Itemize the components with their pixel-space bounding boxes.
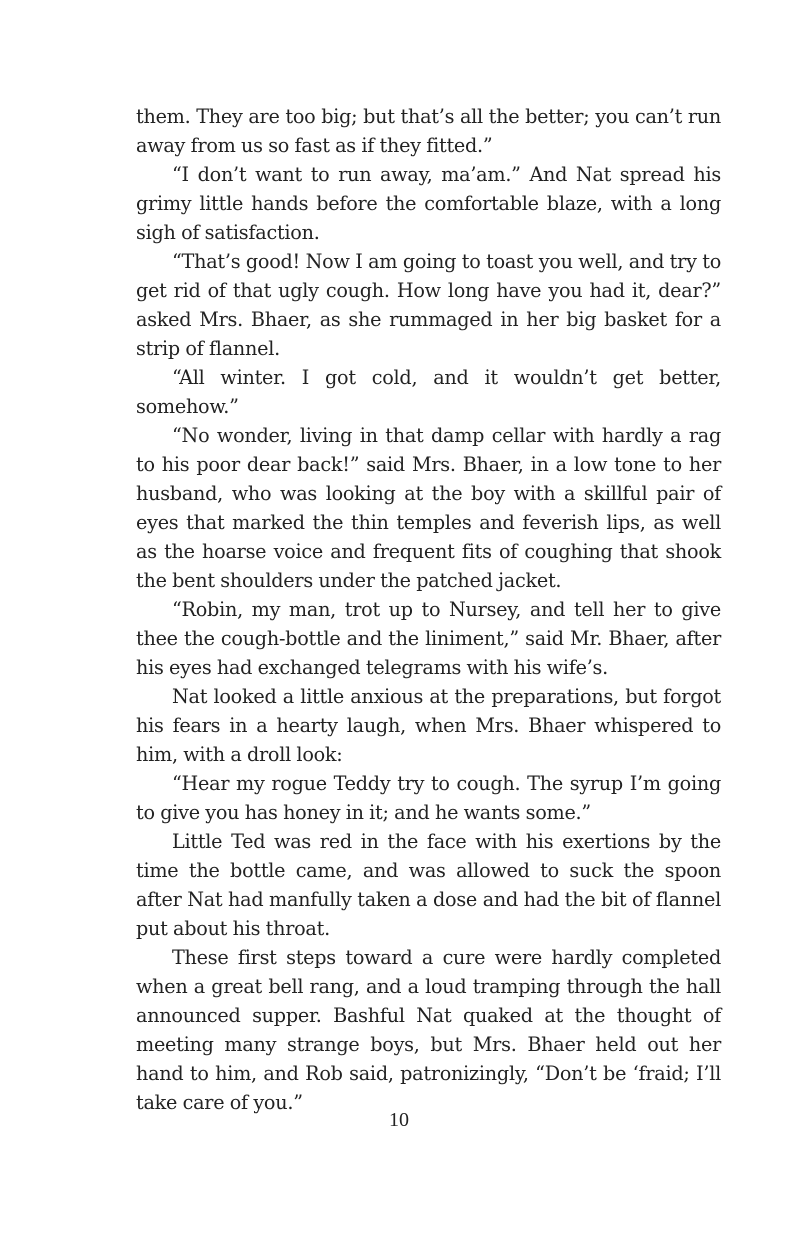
paragraph: “No wonder, living in that damp cellar with hardly a rag to his poor dear back!” said Mrs. Bhaer, in a low tone to her husband, who was looking at the boy with a skillful pair of eyes that marked the thin temples and feverish lips, as well as the hoarse voice and frequent fits of coughing that shook the bent shoulders under the patched jacket. (136, 424, 721, 592)
paragraph: Little Ted was red in the face with his exertions by the time the bottle came, and was allowed to suck the spoon after Nat had manfully taken a dose and had the bit of flannel put about his throat. (136, 830, 721, 940)
paragraph: “That’s good! Now I am going to toast you well, and try to get rid of that ugly cough. How long have you had it, dear?” asked Mrs. Bhaer, as she rummaged in her big basket for a strip of flannel. (136, 250, 721, 360)
book-page (136, 102, 721, 1117)
paragraph: “All winter. I got cold, and it wouldn’t get better, somehow.” (136, 366, 721, 418)
paragraph: “Robin, my man, trot up to Nursey, and tell her to give thee the cough-bottle and the liniment,” said Mr. Bhaer, after his eyes had exchanged telegrams with his wife’s. (136, 598, 721, 679)
paragraph: Nat looked a little anxious at the preparations, but forgot his fears in a hearty laugh, when Mrs. Bhaer whispered to him, with a droll look: (136, 685, 721, 766)
paragraph-continuation: them. They are too big; but that’s all the better; you can’t run away from us so fast as if they fitted.” (136, 105, 721, 157)
paragraph: “Hear my rogue Teddy try to cough. The syrup I’m going to give you has honey in it; and he wants some.” (136, 772, 721, 824)
paragraph: These first steps toward a cure were hardly completed when a great bell rang, and a loud tramping through the hall announced supper. Bashful Nat quaked at the thought of meeting many strange boys, but Mrs. Bhaer held out her hand to him, and Rob said, patronizingly, “Don’t be ‘fraid; I’ll take care of you.” (136, 946, 721, 1114)
paragraph: “I don’t want to run away, ma’am.” And Nat spread his grimy little hands before the comfortable blaze, with a long sigh of satisfaction. (136, 163, 721, 244)
body-text (136, 102, 721, 1117)
page-number: 10 (389, 1109, 409, 1131)
